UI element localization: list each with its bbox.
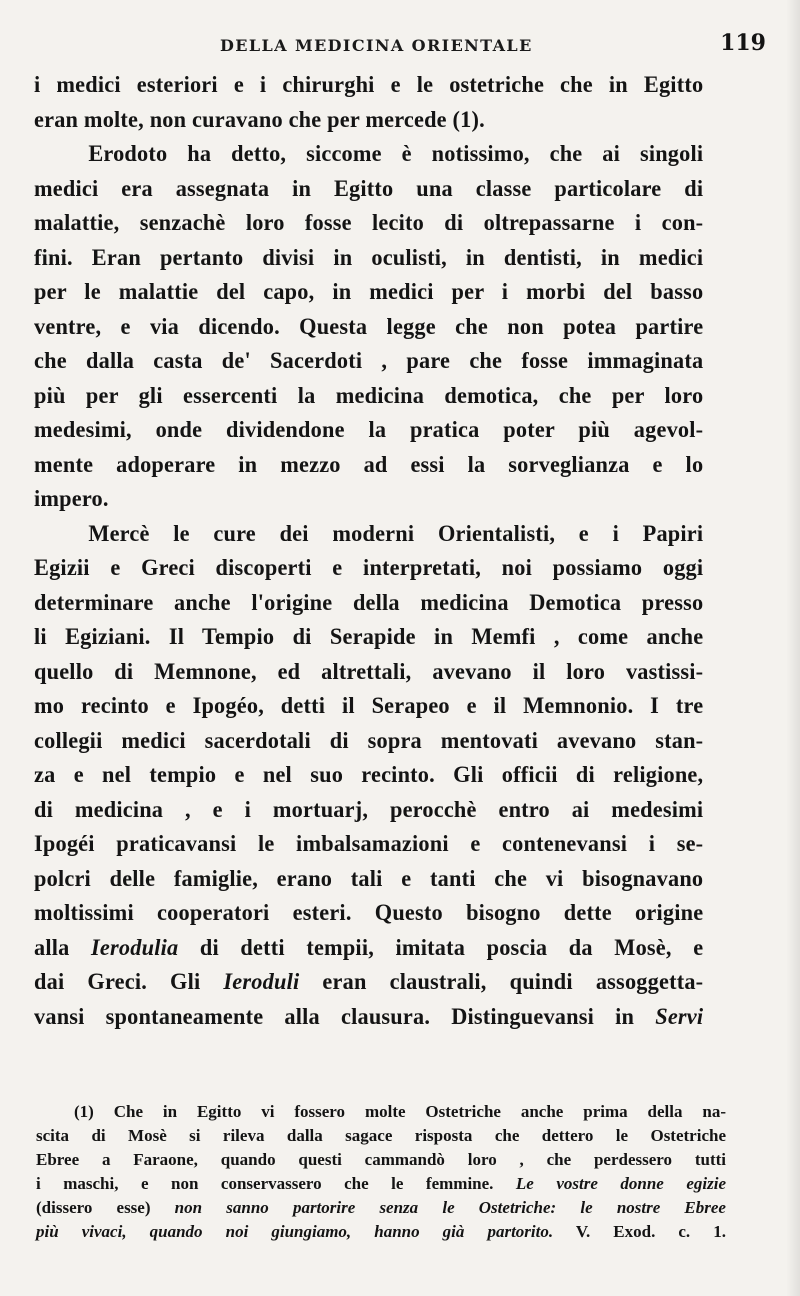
footnote-line: più vivaci, quando noi giungiamo, hanno già partorito. V. Exod. c. 1. bbox=[36, 1222, 726, 1241]
text-line: Erodoto ha detto, siccome è notissimo, che ai singoli bbox=[88, 141, 704, 166]
text-line: impero. bbox=[34, 486, 109, 511]
text-line: ventre, e via dicendo. Questa legge che non potea partire bbox=[34, 313, 704, 339]
footnote-line: Ebree a Faraone, quando questi cammandò loro , che perdessero tutti bbox=[36, 1150, 726, 1169]
text-line: per le malattie del capo, in medici per i morbi del basso bbox=[34, 279, 704, 304]
text-line: i medici esteriori e i chirurghi e le ostetriche che in Egitto bbox=[34, 72, 704, 97]
text-line: più per gli essercenti la medicina demotica, che per loro bbox=[34, 382, 704, 408]
text-line: malattie, senzachè loro fosse lecito di oltrepassarne i con- bbox=[34, 210, 704, 235]
text-line: mo recinto e Ipogéo, detti il Serapeo e il Memnonio. I tre bbox=[34, 693, 704, 718]
text-line: che dalla casta de' Sacerdoti , pare che fosse immaginata bbox=[34, 348, 704, 373]
text-line: dai Greci. Gli Ieroduli eran claustrali, quindi assoggetta- bbox=[34, 969, 704, 994]
text-line: moltissimi cooperatori esteri. Questo bisogno dette origine bbox=[34, 900, 704, 925]
text-line: za e nel tempio e nel suo recinto. Gli officii di religione, bbox=[34, 762, 704, 787]
text-line: li Egiziani. Il Tempio di Serapide in Memfi , come anche bbox=[34, 624, 704, 649]
text-line: eran molte, non curavano che per mercede (1). bbox=[34, 106, 485, 132]
text-line: Ipogéi praticavansi le imbalsamazioni e contenevansi i se- bbox=[34, 831, 704, 856]
text-line: polcri delle famiglie, erano tali e tanti che vi bisognavano bbox=[34, 865, 704, 891]
text-line: medesimi, onde dividendone la pratica poter più agevol- bbox=[34, 417, 704, 442]
text-line: Mercè le cure dei moderni Orientalisti, e i Papiri bbox=[88, 520, 704, 546]
text-line: vansi spontaneamente alla clausura. Distinguevansi in Servi bbox=[34, 1003, 704, 1029]
text-line: fini. Eran pertanto divisi in oculisti, in dentisti, in medici bbox=[34, 244, 704, 270]
body-text bbox=[34, 68, 703, 1034]
text-line: mente adoperare in mezzo ad essi la sorveglianza e lo bbox=[34, 451, 704, 477]
footnote-line: i maschi, e non conservassero che le femmine. Le vostre donne egizie bbox=[36, 1174, 726, 1193]
page-edge-shadow bbox=[786, 0, 800, 1296]
text-line: collegii medici sacerdotali di sopra mentovati avevano stan- bbox=[34, 727, 704, 753]
footnote-line: (1) Che in Egitto vi fossero molte Ostetriche anche prima della na- bbox=[74, 1102, 726, 1121]
text-line: Egizii e Greci discoperti e interpretati, noi possiamo oggi bbox=[34, 555, 704, 580]
page-header bbox=[40, 30, 766, 62]
footnotes bbox=[36, 1100, 726, 1244]
footnote-line: scita di Mosè si rileva dalla sagace risposta che dettero le Ostetriche bbox=[36, 1126, 726, 1145]
text-line: di medicina , e i mortuarj, perocchè entro ai medesimi bbox=[34, 796, 704, 822]
running-head: DELLA MEDICINA ORIENTALE bbox=[220, 36, 533, 55]
text-line: determinare anche l'origine della medicina Demotica presso bbox=[34, 589, 704, 615]
footnote-line: (dissero esse) non sanno partorire senza le Ostetriche: le nostre Ebree bbox=[36, 1198, 726, 1217]
text-line: alla Ierodulia di detti tempii, imitata poscia da Mosè, e bbox=[34, 934, 704, 960]
text-line: medici era assegnata in Egitto una classe particolare di bbox=[34, 175, 704, 201]
page-number: 119 bbox=[720, 30, 766, 56]
text-line: quello di Memnone, ed altrettali, avevano il loro vastissi- bbox=[34, 658, 704, 684]
